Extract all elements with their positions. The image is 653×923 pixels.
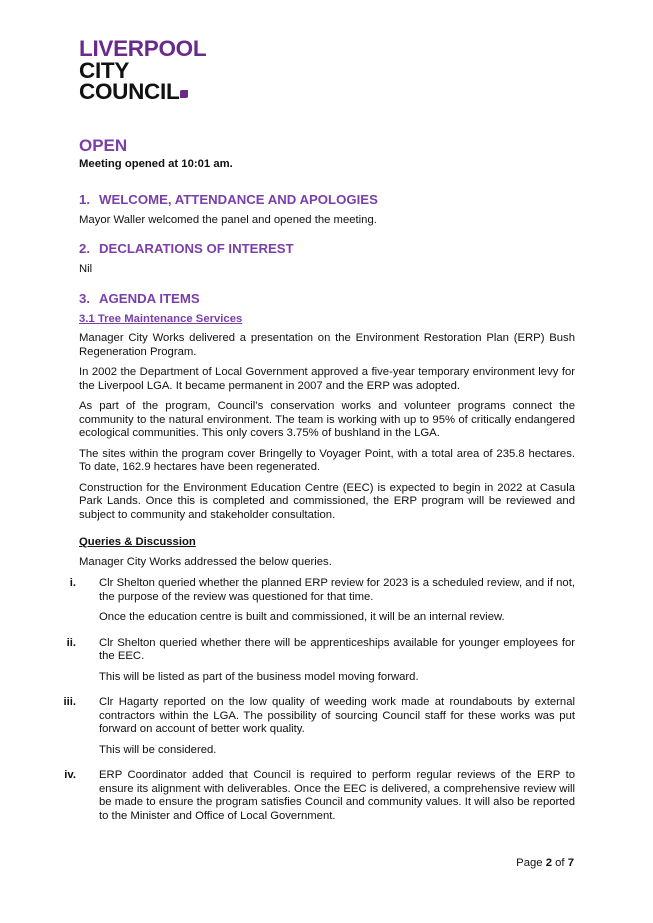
page-number: 2 <box>545 857 552 869</box>
logo-text-council-word: COUNCIL <box>79 79 180 104</box>
query-answer: Once the education centre is built and commissioned, it will be an internal review. <box>99 611 505 623</box>
query-number: ii. <box>66 636 76 649</box>
section-title: AGENDA ITEMS <box>99 290 200 306</box>
section-title: WELCOME, ATTENDANCE AND APOLOGIES <box>99 191 378 207</box>
paragraph: The sites within the program cover Bringelly to Voyager Point, with a total area of 235.8 hectares. To date, 162.9 hectares have been regenerated. <box>79 447 575 473</box>
query-item <box>66 636 575 685</box>
section-heading-declarations <box>79 241 575 257</box>
logo-text-city: CITY <box>79 57 130 83</box>
section-body-declarations: Nil <box>79 263 93 275</box>
paragraph: Manager City Works delivered a presentation on the Environment Restoration Plan (ERP) Bush Regeneration Program. <box>79 332 575 358</box>
queries-list <box>63 577 575 823</box>
section-heading-agenda <box>79 291 575 307</box>
page-total: 7 <box>567 857 574 869</box>
subsection-link-tree-maintenance[interactable]: 3.1 Tree Maintenance Services <box>79 312 243 325</box>
page-label: Page <box>516 857 543 869</box>
query-answer: This will be considered. <box>99 743 217 756</box>
query-item <box>69 577 575 625</box>
section-body-welcome: Mayor Waller welcomed the panel and opened the meeting. <box>79 213 377 226</box>
paragraph: Construction for the Environment Education Centre (EEC) is expected to begin in 2022 at Casula Park Lands. Once this is completed and commissioned, the ERP program will be reviewed and subject to community and stakeholder consultation. <box>79 481 575 521</box>
section-number: 1. <box>79 191 90 207</box>
logo-text-liverpool: LIVERPOOL <box>79 36 207 61</box>
logo-text-council <box>79 81 206 103</box>
open-heading: OPEN <box>79 136 128 155</box>
section-heading-welcome <box>79 192 575 208</box>
queries-heading: Queries & Discussion <box>79 536 196 548</box>
query-item <box>63 696 575 757</box>
section-number: 3. <box>79 290 90 306</box>
query-question: Clr Shelton queried whether the planned ERP review for 2023 is a scheduled review, and if not, the purpose of the review was questioned for that time. <box>99 577 575 603</box>
paragraph: As part of the program, Council’s conservation works and volunteer programs connect the community to the natural environment. The team is working with up to 95% of critically endangered ecological communities. This only covers 3.75% of bushland in the LGA. <box>79 400 575 439</box>
queries-intro: Manager City Works addressed the below queries. <box>79 555 332 568</box>
page-footer <box>516 857 574 869</box>
document-body <box>63 136 575 835</box>
query-number: iii. <box>63 696 76 708</box>
meeting-opened-text: Meeting opened at 10:01 am. <box>79 158 233 170</box>
section-title: DECLARATIONS OF INTEREST <box>99 241 294 256</box>
query-question: Clr Shelton queried whether there will be apprenticeships available for younger employees for the EEC. <box>99 636 575 662</box>
paragraph: In 2002 the Department of Local Government approved a five-year temporary environment levy for the Liverpool LGA. It became permanent in 2007 and the ERP was adopted. <box>79 366 575 392</box>
logo-dot-icon <box>180 90 188 98</box>
council-logo <box>79 38 206 103</box>
query-question: Clr Hagarty reported on the low quality of weeding work made at roundabouts by external contractors within the LGA. The possibility of sourcing Council staff for these works was put forward on account of better work quality. <box>99 696 575 735</box>
query-item <box>64 769 575 823</box>
query-number: i. <box>69 577 76 589</box>
query-answer: This will be listed as part of the business model moving forward. <box>99 670 419 683</box>
query-number: iv. <box>64 769 76 781</box>
page-of-label: of <box>555 857 565 869</box>
section-number: 2. <box>79 241 90 256</box>
query-question: ERP Coordinator added that Council is required to perform regular reviews of the ERP to ensure its alignment with deliverables. Once the EEC is delivered, a comprehensive review will be made to ensure the program satisfies Council and community values. It will also be reported to the Minister and Office of Local Government. <box>99 769 575 822</box>
